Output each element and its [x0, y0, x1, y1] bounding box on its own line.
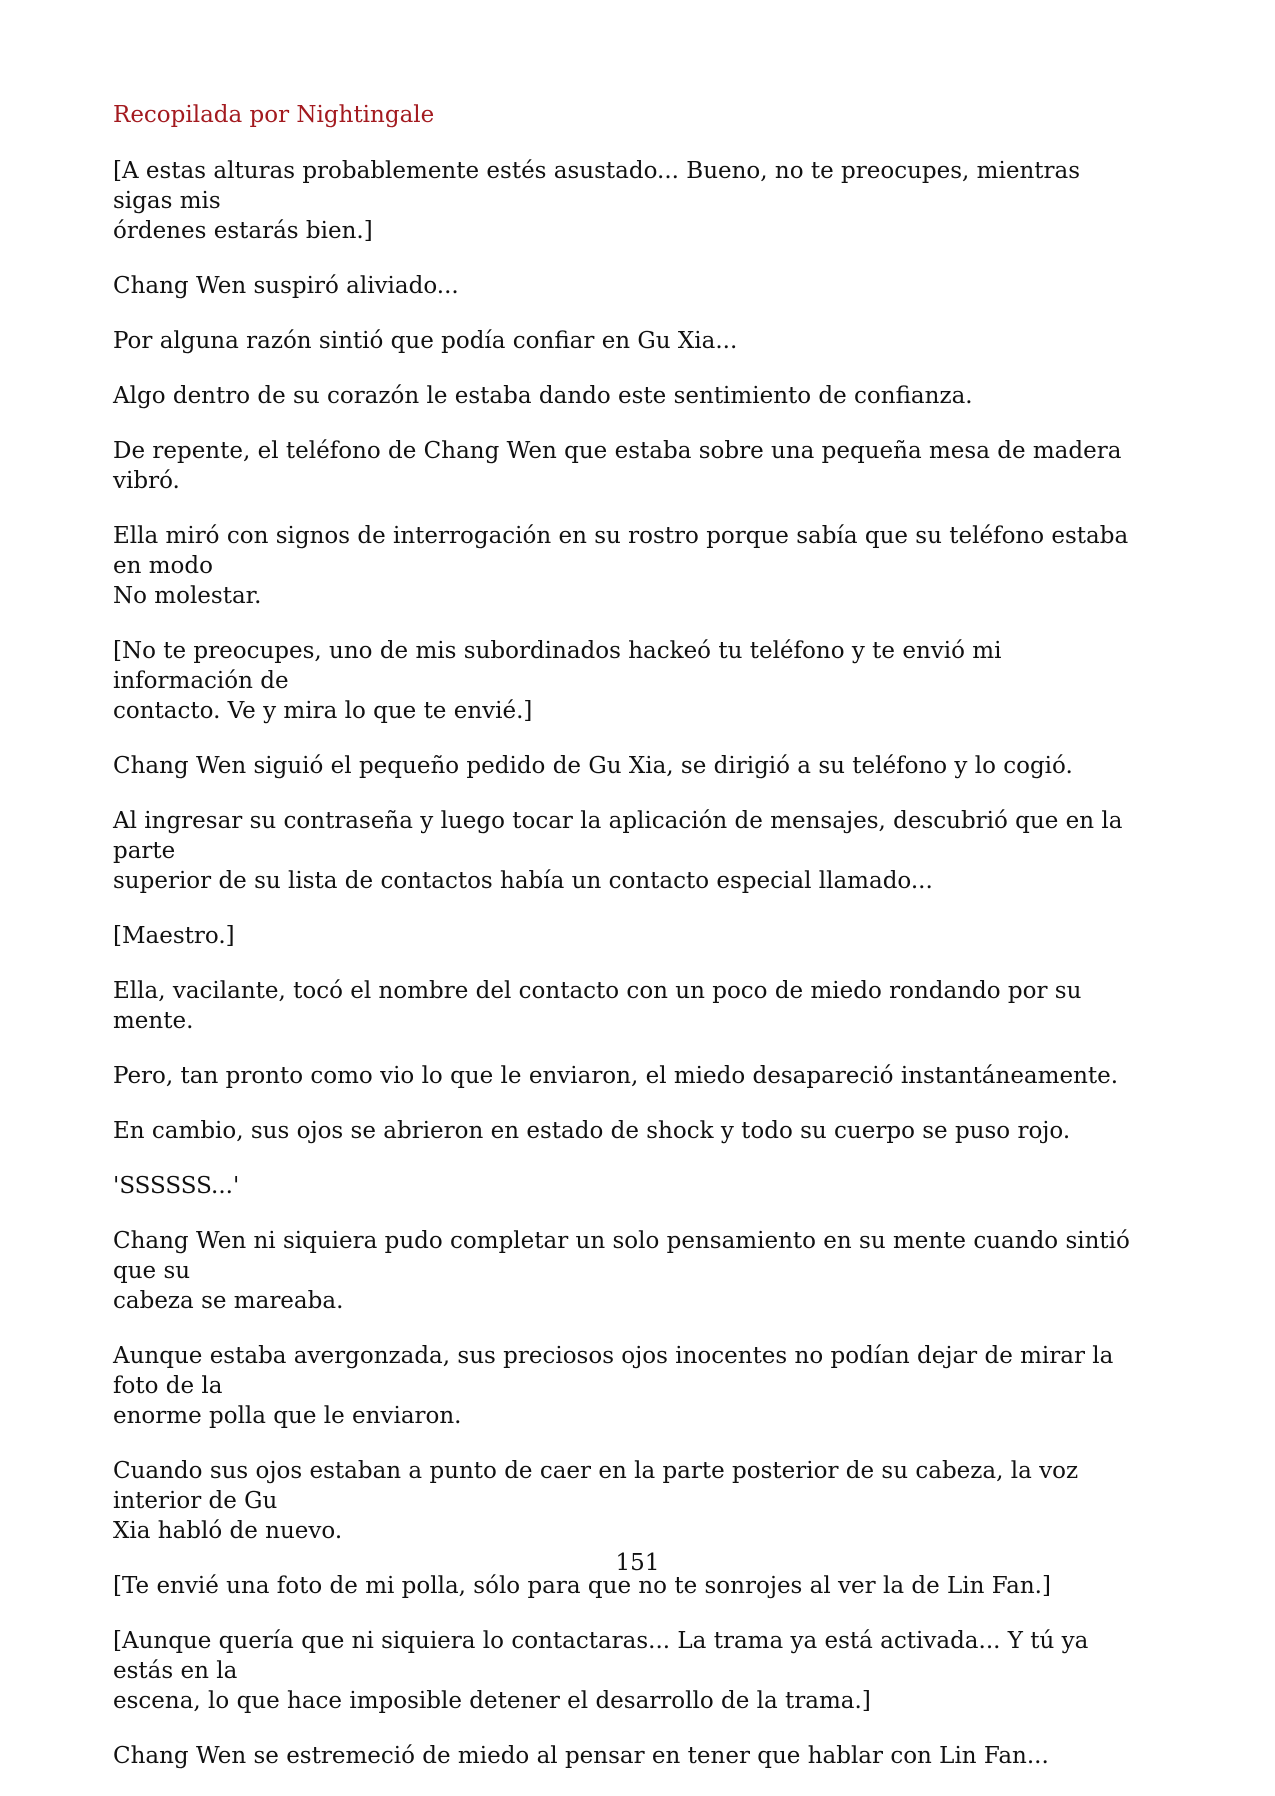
page-header: Recopilada por Nightingale: [113, 102, 435, 128]
paragraph: [No te preocupes, uno de mis subordinados hackeó tu teléfono y te envió mi información de contacto. Ve y mira lo que te envié.]: [113, 638, 1002, 724]
paragraph: Por alguna razón sintió que podía confiar en Gu Xia...: [113, 328, 738, 354]
paragraph: Ella miró con signos de interrogación en su rostro porque sabía que su teléfono estaba en modo No molestar.: [113, 523, 1129, 609]
paragraph: [A estas alturas probablemente estés asustado... Bueno, no te preocupes, mientras sigas mis órdenes estarás bien.]: [113, 158, 1081, 244]
paragraph: [Aunque quería que ni siquiera lo contactaras... La trama ya está activada... Y tú ya estás en la escena, lo que hace imposible detener el desarrollo de la trama.]: [113, 1628, 1089, 1714]
paragraph: Pero, tan pronto como vio lo que le enviaron, el miedo desapareció instantáneamente.: [113, 1063, 1119, 1089]
paragraph: Chang Wen se estremeció de miedo al pensar en tener que hablar con Lin Fan...: [113, 1743, 1049, 1769]
paragraph: [Maestro.]: [113, 923, 235, 949]
paragraph: Cuando sus ojos estaban a punto de caer en la parte posterior de su cabeza, la voz interior de Gu Xia habló de nuevo.: [113, 1458, 1079, 1544]
paragraph: En cambio, sus ojos se abrieron en estado de shock y todo su cuerpo se puso rojo.: [113, 1118, 1071, 1144]
paragraph: [Te envié una foto de mi polla, sólo para que no te sonrojes al ver la de Lin Fan.]: [113, 1573, 1051, 1599]
paragraph: De repente, el teléfono de Chang Wen que estaba sobre una pequeña mesa de madera vibró.: [113, 438, 1122, 494]
paragraph: Ella, vacilante, tocó el nombre del contacto con un poco de miedo rondando por su mente.: [113, 978, 1082, 1034]
paragraph: Algo dentro de su corazón le estaba dando este sentimiento de confianza.: [113, 383, 973, 409]
page-number: 151: [615, 1550, 660, 1576]
paragraph: Chang Wen ni siquiera pudo completar un solo pensamiento en su mente cuando sintió que su cabeza se mareaba.: [113, 1228, 1130, 1314]
paragraph: Chang Wen siguió el pequeño pedido de Gu Xia, se dirigió a su teléfono y lo cogió.: [113, 753, 1073, 779]
paragraph: 'SSSSSS...': [113, 1173, 240, 1199]
paragraph: Chang Wen suspiró aliviado...: [113, 273, 459, 299]
paragraph: Aunque estaba avergonzada, sus preciosos ojos inocentes no podían dejar de mirar la foto de la enorme polla que le enviaron.: [113, 1343, 1114, 1429]
paragraph: Al ingresar su contraseña y luego tocar la aplicación de mensajes, descubrió que en la parte superior de su lista de contactos había un contacto especial llamado...: [113, 808, 1123, 894]
